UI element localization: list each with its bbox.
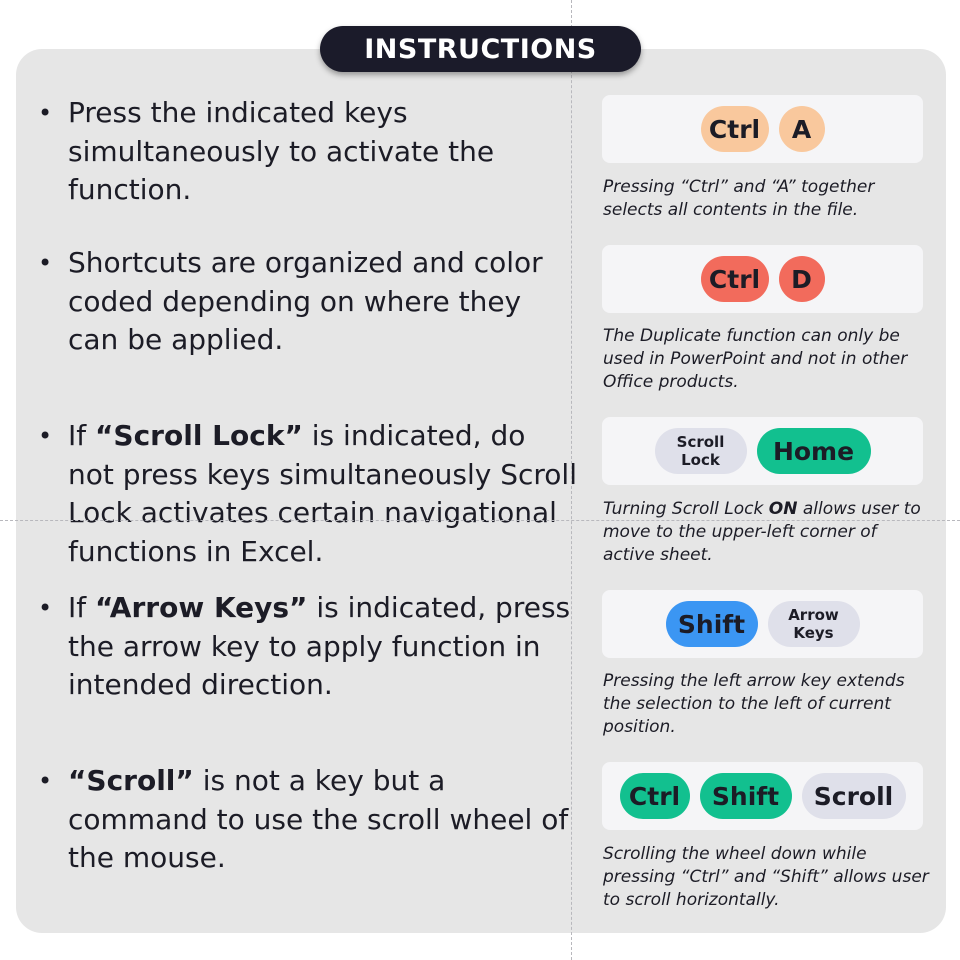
key-cap: Shift	[700, 773, 792, 819]
emphasis-text: “Scroll Lock”	[95, 419, 303, 452]
example-caption: Scrolling the wheel down while pressing “Ctrl” and “Shift” allows user to scroll horizontally.	[603, 844, 929, 910]
instruction-text: If “Scroll Lock” is indicated, do not press keys simultaneously Scroll Lock activates certain navigational functions in Excel.	[68, 419, 577, 568]
key-combo-box	[602, 590, 923, 658]
key-cap: Home	[757, 428, 871, 474]
key-combo-box	[602, 417, 923, 485]
instruction-text: Shortcuts are organized and color coded depending on where they can be applied.	[68, 246, 543, 356]
key-cap: Ctrl	[701, 106, 769, 152]
key-cap: Shift	[666, 601, 758, 647]
key-combo-box	[602, 245, 923, 313]
example-caption: Pressing “Ctrl” and “A” together selects all contents in the file.	[603, 177, 875, 220]
page-title: INSTRUCTIONS	[320, 26, 641, 72]
key-cap: Scroll	[802, 773, 906, 819]
bullet-icon: •	[38, 422, 53, 450]
bullet-icon: •	[38, 767, 53, 795]
example-caption: The Duplicate function can only be used in PowerPoint and not in other Office products.	[603, 326, 908, 392]
key-cap: Scroll Lock	[655, 428, 747, 474]
key-cap: Ctrl	[701, 256, 769, 302]
key-combo-box	[602, 95, 923, 163]
key-combo-box	[602, 762, 923, 830]
horizontal-guide-line	[0, 520, 960, 521]
example-caption: Pressing the left arrow key extends the selection to the left of current position.	[603, 671, 905, 737]
key-cap: A	[779, 106, 825, 152]
instruction-text: If “Arrow Keys” is indicated, press the arrow key to apply function in intended direction.	[68, 591, 571, 701]
instruction-text: Press the indicated keys simultaneously to activate the function.	[68, 96, 495, 206]
key-cap: Ctrl	[620, 773, 690, 819]
bullet-icon: •	[38, 594, 53, 622]
key-cap: Arrow Keys	[768, 601, 860, 647]
bullet-icon: •	[38, 249, 53, 277]
emphasis-text: “Scroll”	[68, 764, 194, 797]
emphasis-text: “Arrow Keys”	[95, 591, 308, 624]
instruction-text: “Scroll” is not a key but a command to use the scroll wheel of the mouse.	[68, 764, 569, 874]
key-cap: D	[779, 256, 825, 302]
bullet-icon: •	[38, 99, 53, 127]
vertical-guide-line	[571, 0, 572, 960]
example-caption: Turning Scroll Lock ON allows user to move to the upper-left corner of active sheet.	[603, 499, 921, 565]
